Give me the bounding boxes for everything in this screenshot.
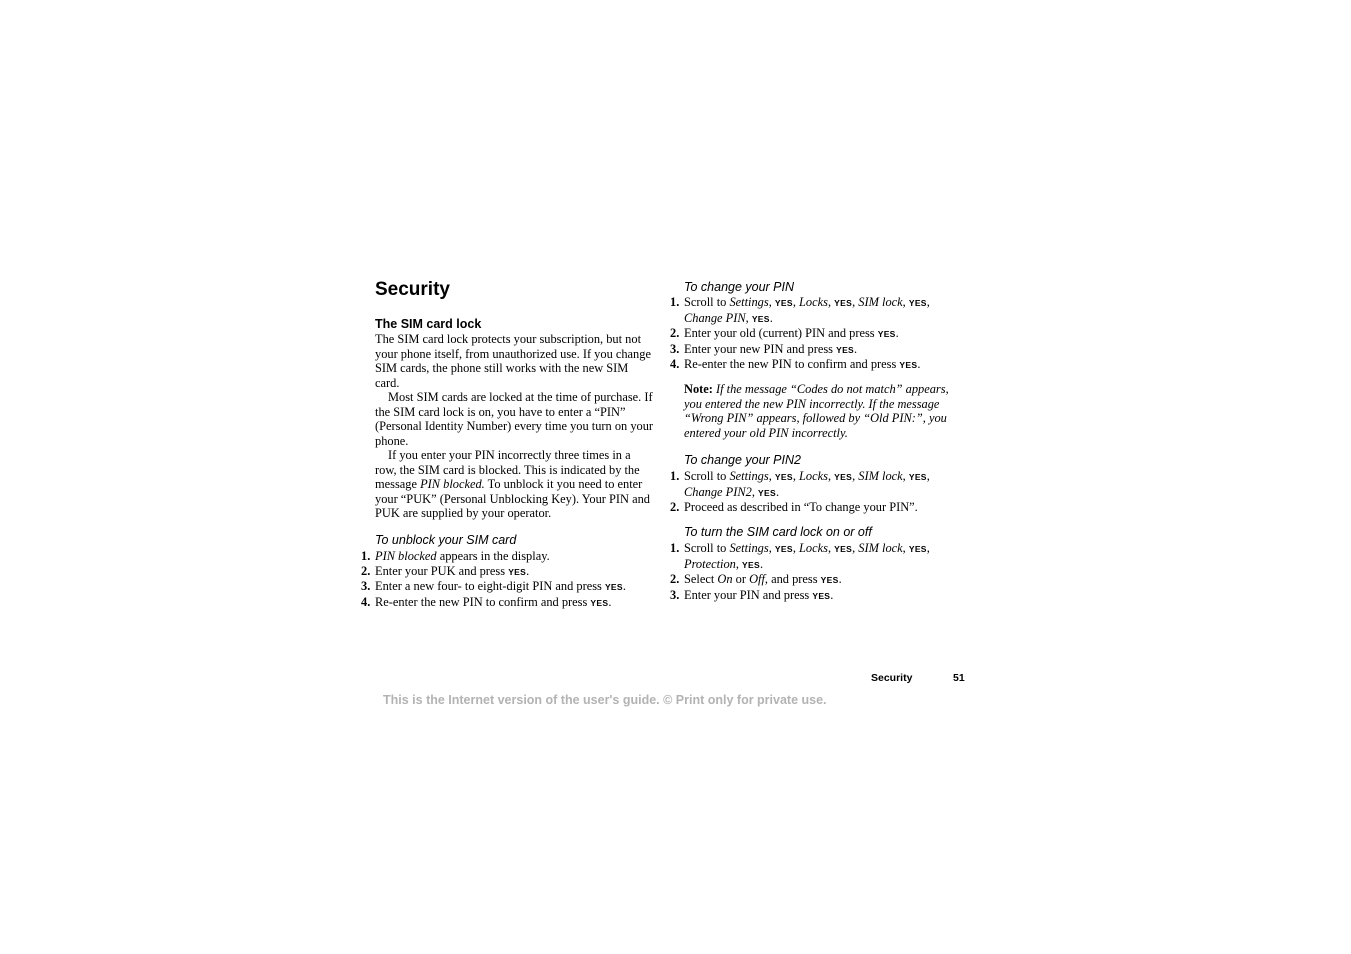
text: To unblock it you need to enter your “PUK” (Personal Unblocking Key). Your PIN and PUK are supplied by your operator. (375, 477, 650, 520)
paragraph (375, 448, 654, 521)
key-yes: YES (590, 597, 609, 608)
key-yes: YES (508, 566, 527, 577)
change-pin-steps (670, 295, 964, 373)
disclaimer: This is the Internet version of the user's guide. © Print only for private use. (383, 693, 827, 707)
key-yes: YES (774, 544, 793, 554)
key-yes: YES (604, 582, 623, 592)
key-yes: YES (834, 298, 853, 308)
text-italic: PIN blocked. (420, 477, 485, 491)
list-item: 3. Enter your PIN and press YES. (670, 587, 834, 602)
note-text: If the message “Codes do not match” appears, you entered the new PIN incorrectly. If the message “Wrong PIN” appears, followed by “Old PIN:”, you entered your old PIN incorrectly. (684, 382, 949, 440)
key-yes: YES (812, 590, 831, 601)
unblock-steps (361, 549, 660, 610)
list-item: 1. PIN blocked appears in the display. (361, 549, 550, 563)
sim-lock-body (375, 332, 654, 521)
list-item: 4. Re-enter the new PIN to confirm and press YES. (361, 594, 612, 609)
key-yes: YES (751, 313, 770, 324)
key-yes: YES (742, 559, 760, 570)
list-item: 1. Scroll to Settings, YES, Locks, YES, SIM lock, YES, Protection, YES. (670, 541, 930, 571)
list-item: 3. Enter your new PIN and press YES. (670, 341, 858, 356)
key-yes: YES (834, 544, 853, 554)
note (684, 382, 964, 440)
key-yes: YES (836, 344, 855, 355)
key-yes: YES (774, 472, 793, 482)
subheading-toggle-lock: To turn the SIM card lock on or off (684, 525, 872, 539)
key-yes: YES (908, 544, 927, 554)
list-item: 2. Select On or Off, and press YES. (670, 572, 842, 586)
key-yes: YES (774, 298, 793, 308)
key-yes: YES (908, 298, 927, 308)
list-item: 3. Enter a new four- to eight-digit PIN and press YES. (361, 579, 626, 593)
key-yes: YES (758, 487, 776, 498)
list-item: 1. Scroll to Settings, YES, Locks, YES, SIM lock, YES, Change PIN2, YES. (670, 469, 930, 499)
subheading-change-pin: To change your PIN (684, 280, 795, 294)
list-item: 2. Proceed as described in “To change your PIN”. (670, 500, 918, 514)
toggle-lock-steps (670, 541, 964, 603)
footer-section: Security (871, 672, 913, 684)
key-yes: YES (908, 472, 927, 482)
paragraph: The SIM card lock protects your subscription, but not your phone itself, from unauthorized use. If you change SIM cards, the phone still works with the new SIM card. (375, 332, 651, 390)
text: If you enter your PIN incorrectly three times in a row, the SIM card is blocked. This is indicated by the message (375, 448, 640, 491)
subheading-unblock: To unblock your SIM card (375, 533, 517, 547)
paragraph: Most SIM cards are locked at the time of purchase. If the SIM card lock is on, you have to enter a “PIN” (Personal Identity Number) every time you turn on your phone. (375, 390, 654, 448)
list-item: 1. Scroll to Settings, YES, Locks, YES, SIM lock, YES, Change PIN, YES. (670, 295, 930, 325)
page-title: Security (375, 279, 450, 300)
subheading-change-pin2: To change your PIN2 (684, 453, 801, 467)
page-number: 51 (953, 672, 965, 684)
key-yes: YES (834, 472, 853, 482)
key-yes: YES (877, 329, 896, 339)
list-item: 4. Re-enter the new PIN to confirm and press YES. (670, 357, 921, 371)
list-item: 2. Enter your PUK and press YES. (361, 563, 530, 578)
list-item: 2. Enter your old (current) PIN and press YES. (670, 326, 899, 340)
key-yes: YES (899, 360, 918, 370)
change-pin2-steps (670, 469, 964, 515)
note-label: Note: (684, 382, 713, 396)
section-heading-sim-lock: The SIM card lock (375, 317, 482, 331)
key-yes: YES (820, 575, 839, 585)
